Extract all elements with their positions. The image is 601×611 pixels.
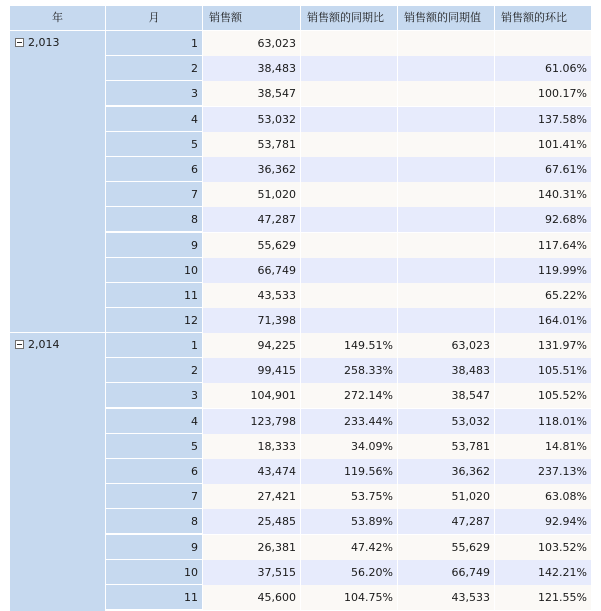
mom-ratio-cell: 63.08% [495, 484, 592, 509]
month-cell: 4 [106, 107, 202, 132]
yoy-ratio-cell [301, 56, 398, 81]
yoy-ratio-cell: 272.14% [301, 383, 398, 408]
yoy-value-cell: 53,032 [398, 409, 495, 434]
table-row[interactable] [106, 107, 592, 132]
month-cell: 11 [106, 283, 202, 308]
month-cell: 9 [106, 233, 202, 258]
sales-cell: 53,781 [203, 132, 301, 157]
yoy-value-cell [398, 157, 495, 182]
mom-ratio-cell: 118.01% [495, 409, 592, 434]
yoy-value-cell [398, 31, 495, 56]
table-row[interactable] [106, 484, 592, 509]
table-row[interactable] [106, 81, 592, 106]
sales-cell: 63,023 [203, 31, 301, 56]
sales-cell: 71,398 [203, 308, 301, 333]
yoy-ratio-cell: 56.20% [301, 560, 398, 585]
collapse-icon[interactable] [15, 38, 24, 47]
sales-cell: 43,474 [203, 459, 301, 484]
yoy-value-cell: 43,533 [398, 585, 495, 610]
mom-ratio-cell: 61.06% [495, 56, 592, 81]
sales-cell: 99,415 [203, 358, 301, 383]
yoy-value-cell [398, 81, 495, 106]
yoy-value-cell: 38,483 [398, 358, 495, 383]
header-yoy-value[interactable]: 销售额的同期值 [398, 6, 495, 30]
year-group-2014 [10, 333, 105, 611]
table-row[interactable] [106, 31, 592, 56]
mom-ratio-cell: 142.21% [495, 560, 592, 585]
table-row[interactable] [106, 333, 592, 358]
month-cell: 6 [106, 157, 202, 182]
yoy-ratio-cell: 47.42% [301, 535, 398, 560]
yoy-ratio-cell [301, 308, 398, 333]
month-cell: 8 [106, 207, 202, 232]
sales-cell: 94,225 [203, 333, 301, 358]
mom-ratio-cell: 140.31% [495, 182, 592, 207]
mom-ratio-cell: 92.68% [495, 207, 592, 232]
yoy-ratio-cell: 119.56% [301, 459, 398, 484]
yoy-ratio-cell: 258.33% [301, 358, 398, 383]
month-cell: 11 [106, 585, 202, 610]
header-sales[interactable]: 销售额 [203, 6, 301, 30]
yoy-value-cell [398, 182, 495, 207]
header-mom-ratio[interactable]: 销售额的环比 [495, 6, 592, 30]
yoy-value-cell: 55,629 [398, 535, 495, 560]
yoy-value-cell [398, 308, 495, 333]
yoy-ratio-cell [301, 107, 398, 132]
mom-ratio-cell: 131.97% [495, 333, 592, 358]
mom-ratio-cell: 67.61% [495, 157, 592, 182]
mom-ratio-cell: 103.52% [495, 535, 592, 560]
header-month[interactable]: 月 [106, 6, 203, 30]
month-cell: 8 [106, 509, 202, 534]
sales-cell: 38,483 [203, 56, 301, 81]
table-row[interactable] [106, 56, 592, 81]
table-row[interactable] [106, 132, 592, 157]
sales-cell: 25,485 [203, 509, 301, 534]
table-row[interactable] [106, 585, 592, 610]
month-cell: 2 [106, 56, 202, 81]
yoy-ratio-cell [301, 182, 398, 207]
month-cell: 10 [106, 258, 202, 283]
yoy-value-cell: 53,781 [398, 434, 495, 459]
table-row[interactable] [106, 434, 592, 459]
month-cell: 12 [106, 308, 202, 333]
table-row[interactable] [106, 409, 592, 434]
sales-cell: 26,381 [203, 535, 301, 560]
header-year[interactable]: 年 [10, 6, 106, 30]
month-cell: 1 [106, 31, 202, 56]
table-row[interactable] [106, 258, 592, 283]
mom-ratio-cell: 65.22% [495, 283, 592, 308]
yoy-value-cell [398, 56, 495, 81]
mom-ratio-cell: 14.81% [495, 434, 592, 459]
month-cell: 10 [106, 560, 202, 585]
month-cell: 9 [106, 535, 202, 560]
month-cell: 7 [106, 182, 202, 207]
sales-cell: 104,901 [203, 383, 301, 408]
year-group-2013 [10, 31, 105, 332]
table-row[interactable] [106, 459, 592, 484]
yoy-ratio-cell [301, 233, 398, 258]
mom-ratio-cell: 237.13% [495, 459, 592, 484]
sales-cell: 45,600 [203, 585, 301, 610]
sales-cell: 37,515 [203, 560, 301, 585]
mom-ratio-cell: 105.51% [495, 358, 592, 383]
month-cell: 2 [106, 358, 202, 383]
sales-cell: 18,333 [203, 434, 301, 459]
month-cell: 3 [106, 81, 202, 106]
mom-ratio-cell: 119.99% [495, 258, 592, 283]
table-row[interactable] [106, 358, 592, 383]
table-row[interactable] [106, 283, 592, 308]
collapse-icon[interactable] [15, 340, 24, 349]
yoy-ratio-cell: 233.44% [301, 409, 398, 434]
sales-cell: 43,533 [203, 283, 301, 308]
yoy-value-cell [398, 233, 495, 258]
sales-cell: 27,421 [203, 484, 301, 509]
mom-ratio-cell: 92.94% [495, 509, 592, 534]
sales-cell: 66,749 [203, 258, 301, 283]
yoy-value-cell [398, 132, 495, 157]
table-row[interactable] [106, 233, 592, 258]
table-row[interactable] [106, 308, 592, 333]
table-header [0, 6, 592, 30]
sales-cell: 38,547 [203, 81, 301, 106]
sales-cell: 55,629 [203, 233, 301, 258]
yoy-ratio-cell [301, 31, 398, 56]
yoy-value-cell [398, 107, 495, 132]
month-cell: 7 [106, 484, 202, 509]
month-cell: 6 [106, 459, 202, 484]
year-label: 2,013 [28, 36, 60, 49]
yoy-ratio-cell [301, 283, 398, 308]
sales-cell: 36,362 [203, 157, 301, 182]
mom-ratio-cell: 164.01% [495, 308, 592, 333]
yoy-value-cell [398, 207, 495, 232]
month-cell: 1 [106, 333, 202, 358]
yoy-ratio-cell: 53.89% [301, 509, 398, 534]
mom-ratio-cell: 137.58% [495, 107, 592, 132]
mom-ratio-cell: 100.17% [495, 81, 592, 106]
sales-cell: 123,798 [203, 409, 301, 434]
header-yoy-ratio[interactable]: 销售额的同期比 [301, 6, 398, 30]
month-cell: 5 [106, 132, 202, 157]
yoy-ratio-cell [301, 157, 398, 182]
mom-ratio-cell: 101.41% [495, 132, 592, 157]
year-label: 2,014 [28, 338, 60, 351]
yoy-ratio-cell: 53.75% [301, 484, 398, 509]
table-row[interactable] [106, 560, 592, 585]
table-row[interactable] [106, 157, 592, 182]
yoy-value-cell: 51,020 [398, 484, 495, 509]
yoy-ratio-cell [301, 81, 398, 106]
yoy-ratio-cell: 34.09% [301, 434, 398, 459]
yoy-ratio-cell [301, 258, 398, 283]
month-cell: 5 [106, 434, 202, 459]
yoy-value-cell: 66,749 [398, 560, 495, 585]
yoy-ratio-cell [301, 132, 398, 157]
sales-cell: 51,020 [203, 182, 301, 207]
yoy-value-cell [398, 258, 495, 283]
yoy-value-cell: 47,287 [398, 509, 495, 534]
yoy-value-cell: 36,362 [398, 459, 495, 484]
mom-ratio-cell: 105.52% [495, 383, 592, 408]
yoy-value-cell: 38,547 [398, 383, 495, 408]
table-row[interactable] [106, 207, 592, 232]
month-cell: 3 [106, 383, 202, 408]
month-cell: 4 [106, 409, 202, 434]
yoy-ratio-cell: 104.75% [301, 585, 398, 610]
mom-ratio-cell: 117.64% [495, 233, 592, 258]
yoy-ratio-cell: 149.51% [301, 333, 398, 358]
table-row[interactable] [106, 182, 592, 207]
table-row[interactable] [106, 509, 592, 534]
table-row[interactable] [106, 535, 592, 560]
mom-ratio-cell [495, 31, 592, 56]
sales-cell: 47,287 [203, 207, 301, 232]
yoy-ratio-cell [301, 207, 398, 232]
mom-ratio-cell: 121.55% [495, 585, 592, 610]
table-row[interactable] [106, 383, 592, 408]
yoy-value-cell: 63,023 [398, 333, 495, 358]
sales-cell: 53,032 [203, 107, 301, 132]
yoy-value-cell [398, 283, 495, 308]
